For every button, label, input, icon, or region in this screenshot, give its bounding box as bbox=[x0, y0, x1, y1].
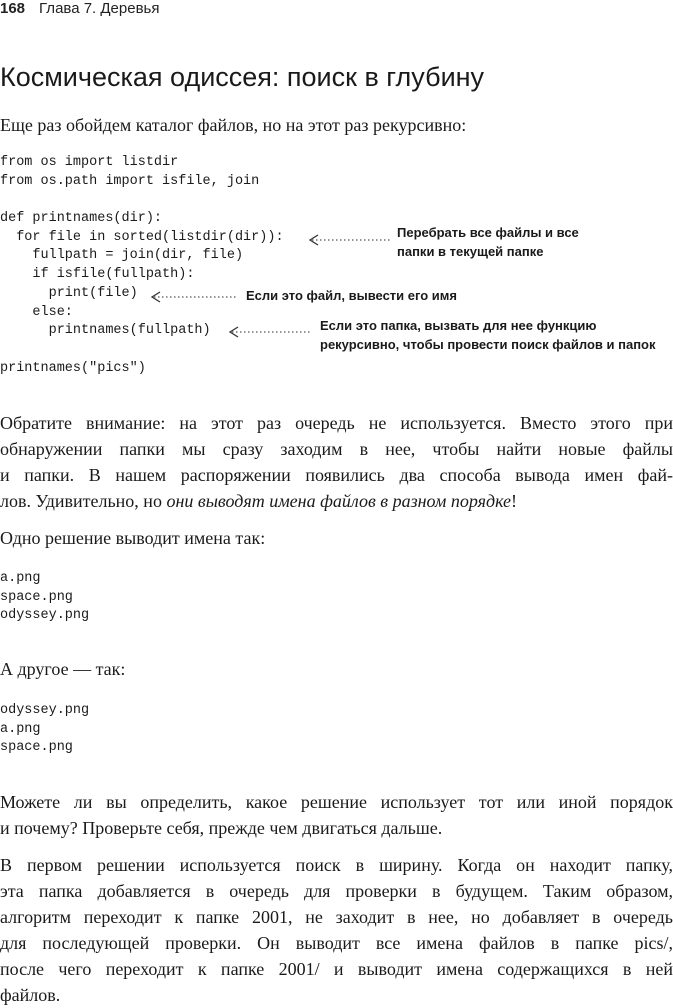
answer-line: файлов. bbox=[0, 985, 61, 1005]
answer-line: алгоритм переходит к папке 2001, не заходит в нее, но добавляет в очередь bbox=[0, 907, 673, 927]
answer-line: для последующей проверки. Он выводит все имена файлов в папке pics/, bbox=[0, 933, 673, 953]
code-line bbox=[0, 191, 284, 210]
arrow-print-icon bbox=[150, 290, 240, 304]
note-emphasis: они выводят имена файлов в разном порядке bbox=[166, 491, 512, 511]
chapter-title: Глава 7. Деревья bbox=[39, 0, 160, 17]
question-line: Можете ли вы определить, какое решение использует тот или иной порядок bbox=[0, 792, 673, 812]
code-line: space.png bbox=[0, 589, 73, 605]
code-line: odyssey.png bbox=[0, 608, 90, 624]
annotation-recurse bbox=[320, 316, 656, 354]
code-line: print(file) bbox=[0, 285, 138, 301]
code-line: def printnames(dir): bbox=[0, 211, 163, 227]
note-text: ! bbox=[511, 491, 518, 511]
one-solution-paragraph bbox=[0, 525, 673, 551]
code-line: fullpath = join(dir, file) bbox=[0, 248, 244, 264]
intro-paragraph bbox=[0, 112, 673, 138]
code-block-dfs bbox=[0, 154, 284, 378]
code-line: for file in sorted(listdir(dir)): bbox=[0, 229, 284, 245]
note-line: и папки. В нашем распоряжении появились два способа вывода имен фай- bbox=[0, 465, 673, 485]
note-line: Обратите внимание: на этот раз очередь не используется. Вместо этого при bbox=[0, 413, 673, 433]
annotation-loop bbox=[397, 223, 579, 261]
arrow-loop-icon bbox=[308, 233, 394, 247]
annotation-line: Если это файл, вывести его имя bbox=[246, 288, 457, 303]
code-line: odyssey.png bbox=[0, 703, 90, 718]
arrow-recurse-icon bbox=[228, 325, 314, 339]
other-solution-paragraph bbox=[0, 656, 673, 682]
code-line: from os import listdir bbox=[0, 155, 179, 170]
code-line: else: bbox=[0, 304, 73, 320]
code-line: a.png bbox=[0, 721, 41, 737]
page-header bbox=[0, 0, 673, 20]
code-block-output-one bbox=[0, 570, 89, 626]
code-line: if isfile(fullpath): bbox=[0, 267, 195, 283]
code-line bbox=[0, 341, 284, 360]
code-line: printnames("pics") bbox=[0, 360, 146, 376]
intro-line: Еще раз обойдем каталог файлов, но на этот раз рекурсивно: bbox=[0, 115, 467, 135]
code-line: from os.path import isfile, join bbox=[0, 173, 260, 189]
question-line: и почему? Проверьте себя, прежде чем двигаться дальше. bbox=[0, 818, 443, 838]
note-paragraph bbox=[0, 410, 673, 514]
answer-line: эта папка добавляется в очередь для проверки в будущем. Таким образом, bbox=[0, 881, 673, 901]
question-paragraph bbox=[0, 789, 673, 841]
section-title: Космическая одиссея: поиск в глубину bbox=[0, 62, 485, 92]
other-solution-line: А другое — так: bbox=[0, 659, 126, 679]
code-block-output-two bbox=[0, 702, 89, 758]
annotation-print bbox=[246, 286, 457, 305]
annotation-line: Если это папка, вызвать для нее функцию bbox=[320, 318, 597, 333]
note-text: лов. Удивительно, но bbox=[0, 491, 167, 511]
one-solution-line: Одно решение выводит имена так: bbox=[0, 528, 266, 548]
note-line-last bbox=[0, 488, 673, 514]
note-line: обнаружении папки мы сразу заходим в нее, чтобы найти новые файлы bbox=[0, 439, 673, 459]
answer-line: В первом решении используется поиск в ширину. Когда он находит папку, bbox=[0, 855, 673, 875]
annotation-line: папки в текущей папке bbox=[397, 244, 544, 259]
code-line: space.png bbox=[0, 740, 73, 756]
annotation-line: рекурсивно, чтобы провести поиск файлов и папок bbox=[320, 337, 656, 352]
code-line: printnames(fullpath) bbox=[0, 323, 211, 339]
code-line: a.png bbox=[0, 571, 41, 586]
answer-line: после чего переходит к папке 2001/ и выводит имена содержащихся в ней bbox=[0, 959, 673, 979]
annotation-line: Перебрать все файлы и все bbox=[397, 225, 579, 240]
page-number: 168 bbox=[0, 0, 26, 17]
answer-paragraph bbox=[0, 852, 673, 1008]
